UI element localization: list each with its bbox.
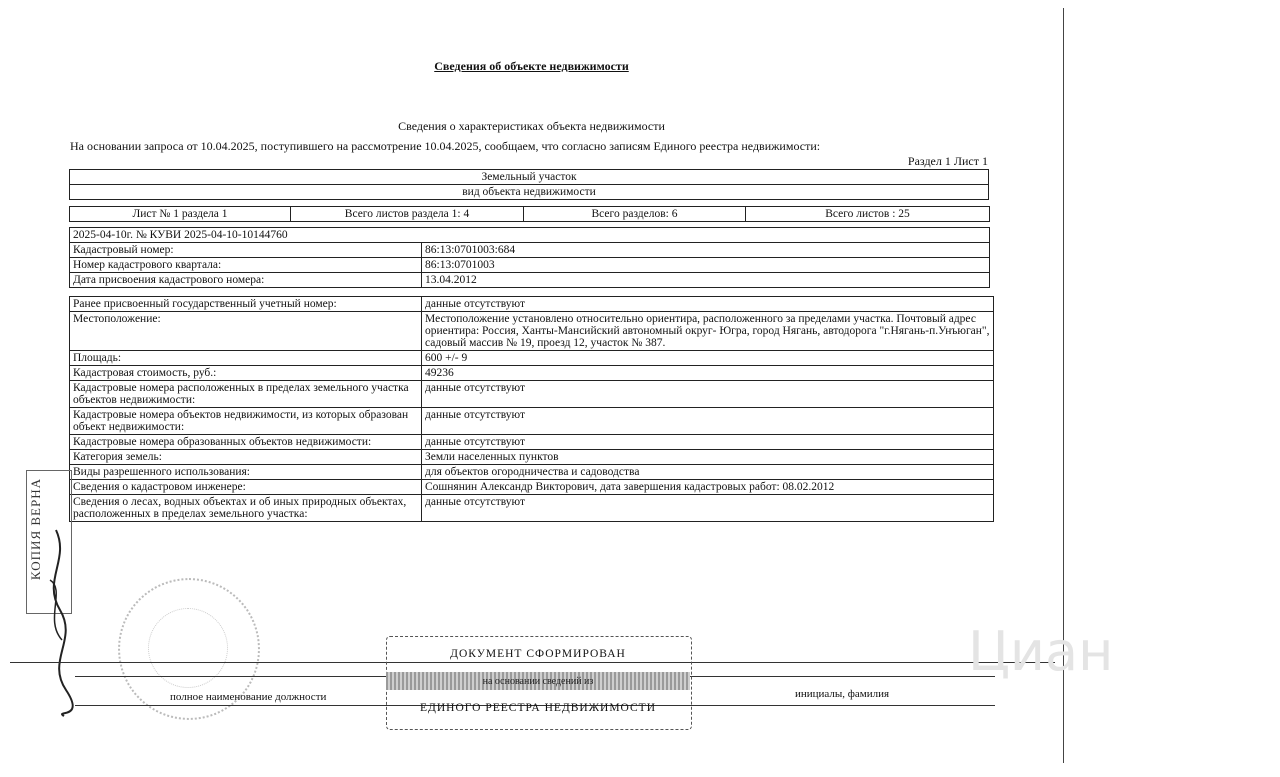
request-basis: На основании запроса от 10.04.2025, поступившего на рассмотрение 10.04.2025, сообщаем, что согласно записям Единого реестра недвижимости: [70,139,821,153]
position-caption: полное наименование должности [170,691,327,703]
table-row [70,297,994,312]
row-value: данные отсутствуют [422,408,994,435]
table-row [70,312,994,351]
total-sections: Всего разделов: 6 [524,207,746,222]
row-value: данные отсутствуют [422,381,994,408]
object-type-caption: вид объекта недвижимости [70,185,989,200]
record-id: 2025-04-10г. № КУВИ 2025-04-10-10144760 [70,228,990,243]
row-value: Земли населенных пунктов [422,450,994,465]
sheets-table [69,206,990,222]
row-value: Сошнянин Александр Викторович, дата завершения кадастровых работ: 08.02.2012 [422,480,994,495]
row-value: 86:13:0701003 [422,258,990,273]
total-sheets: Всего листов : 25 [746,207,990,222]
row-label: Кадастровые номера расположенных в пределах земельного участка объектов недвижимости: [70,381,422,408]
table-row [70,435,994,450]
row-value: данные отсутствуют [422,297,994,312]
table-row [70,243,990,258]
object-type: Земельный участок [70,170,989,185]
row-label: Виды разрешенного использования: [70,465,422,480]
document-subtitle: Сведения о характеристиках объекта недвижимости [398,119,665,133]
row-label: Категория земель: [70,450,422,465]
row-label: Площадь: [70,351,422,366]
row-value: Местоположение установлено относительно ориентира, расположенного за пределами участка. Почтовый адрес ориентира: Россия, Ханты-Мансийский автономный округ- Югра, город Нягань, автодорога "г.Нягань-п.Унъюган", садовый массив № 19, проезд 12, участок № 387. [422,312,994,351]
properties-table [69,296,994,522]
total-section-sheets: Всего листов раздела 1: 4 [291,207,524,222]
row-label: Дата присвоения кадастрового номера: [70,273,422,288]
row-label: Кадастровые номера образованных объектов недвижимости: [70,435,422,450]
row-value: данные отсутствуют [422,495,994,522]
property-rows [70,297,994,522]
table-row [70,381,994,408]
row-value: 13.04.2012 [422,273,990,288]
row-label: Сведения о лесах, водных объектах и об иных природных объектах, расположенных в пределах земельного участка: [70,495,422,522]
main-rows [70,243,990,288]
stamp-line-1: ДОКУМЕНТ СФОРМИРОВАН [450,648,626,660]
row-label: Номер кадастрового квартала: [70,258,422,273]
row-value: 600 +/- 9 [422,351,994,366]
copy-stamp-text: КОПИЯ ВЕРНА [28,478,43,581]
table-row [70,258,990,273]
section-label: Раздел 1 Лист 1 [907,154,988,168]
row-value: данные отсутствуют [422,435,994,450]
table-row [70,408,994,435]
row-value: 49236 [422,366,994,381]
table-row [70,273,990,288]
handwritten-signature [36,520,82,720]
document-title: Сведения об объекте недвижимости [434,59,629,73]
row-label: Ранее присвоенный государственный учетный номер: [70,297,422,312]
stamp-line-3: ЕДИНОГО РЕЕСТРА НЕДВИЖИМОСТИ [420,702,656,714]
sheet-number: Лист № 1 раздела 1 [70,207,291,222]
row-value: 86:13:0701003:684 [422,243,990,258]
main-info-table [69,227,990,288]
row-label: Кадастровые номера объектов недвижимости, из которых образован объект недвижимости: [70,408,422,435]
row-label: Кадастровый номер: [70,243,422,258]
table-row [70,480,994,495]
table-row [70,351,994,366]
table-row [70,495,994,522]
row-label: Местоположение: [70,312,422,351]
row-value: для объектов огородничества и садоводства [422,465,994,480]
name-caption: инициалы, фамилия [795,688,890,700]
stamp-line-2: на основании сведений из [482,676,594,687]
row-label: Сведения о кадастровом инженере: [70,480,422,495]
table-row [70,465,994,480]
table-row [70,450,994,465]
watermark-logo: Циан [968,620,1114,683]
object-type-table [69,169,989,200]
table-row [70,366,994,381]
row-label: Кадастровая стоимость, руб.: [70,366,422,381]
